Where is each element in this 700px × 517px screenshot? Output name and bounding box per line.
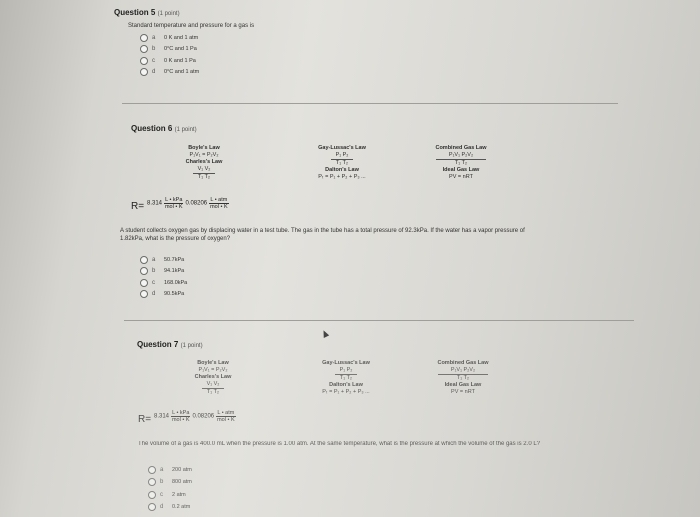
boyle-charles-laws: Boyle's Law P₁V₁ = P₂V₂ Charles's Law V₁ V₂ T₁ T₂ bbox=[185, 145, 223, 180]
question-divider bbox=[124, 320, 634, 321]
q5-option-d[interactable]: d 0°C and 1 atm bbox=[140, 68, 199, 76]
gay-lussac-dalton-laws: Gay-Lussac's Law P₁ P₂ T₁ T₂ Dalton's Law Pₜ = P₁ + P₂ + P₃ ... bbox=[322, 360, 370, 395]
q5-option-a[interactable]: a 0 K and 1 atm bbox=[140, 34, 198, 42]
q6-option-d[interactable]: d 90.5kPa bbox=[140, 290, 184, 298]
radio-button[interactable] bbox=[148, 491, 156, 499]
q5-option-c[interactable]: c 0 K and 1 Pa bbox=[140, 57, 196, 65]
radio-button[interactable] bbox=[148, 466, 156, 474]
radio-button[interactable] bbox=[140, 57, 148, 65]
q7-option-c[interactable]: c 2 atm bbox=[148, 491, 186, 499]
radio-button[interactable] bbox=[140, 267, 148, 275]
q7-option-d[interactable]: d 0.2 atm bbox=[148, 503, 190, 511]
q7-option-b[interactable]: b 800 atm bbox=[148, 478, 192, 486]
q5-option-b[interactable]: b 0°C and 1 Pa bbox=[140, 45, 197, 53]
q6-option-a[interactable]: a 50.7kPa bbox=[140, 256, 184, 264]
q6-option-c[interactable]: c 168.0kPa bbox=[140, 279, 187, 287]
radio-button[interactable] bbox=[140, 256, 148, 264]
question-7-heading: Question 7 (1 point) bbox=[137, 340, 203, 349]
combined-ideal-laws: Combined Gas Law P₁V₁ P₂V₂ T₁ T₂ Ideal Gas Law PV = nRT bbox=[435, 145, 487, 180]
q7-option-a[interactable]: a 200 atm bbox=[148, 466, 192, 474]
question-5-heading: Question 5 (1 point) bbox=[114, 8, 180, 17]
gas-constant-r: R= 8.314 $\frac{\text{L • kPa}}{\text{mol • K}}$ 0.08206 $\frac{\text{L • atm}}{\text{mol • K}}$ bbox=[131, 197, 228, 212]
radio-button[interactable] bbox=[140, 68, 148, 76]
radio-button[interactable] bbox=[140, 279, 148, 287]
radio-button[interactable] bbox=[140, 45, 148, 53]
gay-lussac-dalton-laws: Gay-Lussac's Law P₁ P₂ T₁ T₂ Dalton's Law Pₜ = P₁ + P₂ + P₃ ... bbox=[318, 145, 366, 180]
mouse-cursor-icon bbox=[321, 329, 329, 338]
question-divider bbox=[122, 103, 618, 104]
question-5-prompt: Standard temperature and pressure for a gas is bbox=[128, 23, 255, 29]
radio-button[interactable] bbox=[148, 503, 156, 511]
question-6-heading: Question 6 (1 point) bbox=[131, 124, 197, 133]
combined-ideal-laws: Combined Gas Law P₁V₁ P₂V₂ T₁ T₂ Ideal Gas Law PV = nRT bbox=[437, 360, 489, 395]
radio-button[interactable] bbox=[140, 34, 148, 42]
question-6-prompt: A student collects oxygen gas by displacing water in a test tube. The gas in the tube has a total pressure of 92.3kPa. If the water has a vapor pressure of 1.82kPa, what is the pressure of oxygen? bbox=[120, 228, 525, 242]
radio-button[interactable] bbox=[140, 290, 148, 298]
q6-option-b[interactable]: b 94.1kPa bbox=[140, 267, 184, 275]
gas-constant-r: R= 8.314 $\frac{\text{L • kPa}}{\text{mol • K}}$ 0.08206 $\frac{\text{L • atm}}{\text{mol • K}}$ bbox=[138, 410, 235, 425]
question-7-prompt: The volume of a gas is 400.0 mL when the pressure is 1.00 atm. At the same temperature, what is the pressure at which the volume of the gas is 2.0 L? bbox=[138, 441, 540, 447]
radio-button[interactable] bbox=[148, 478, 156, 486]
boyle-charles-laws: Boyle's Law P₁V₁ = P₂V₂ Charles's Law V₁ V₂ T₁ T₂ bbox=[194, 360, 232, 395]
